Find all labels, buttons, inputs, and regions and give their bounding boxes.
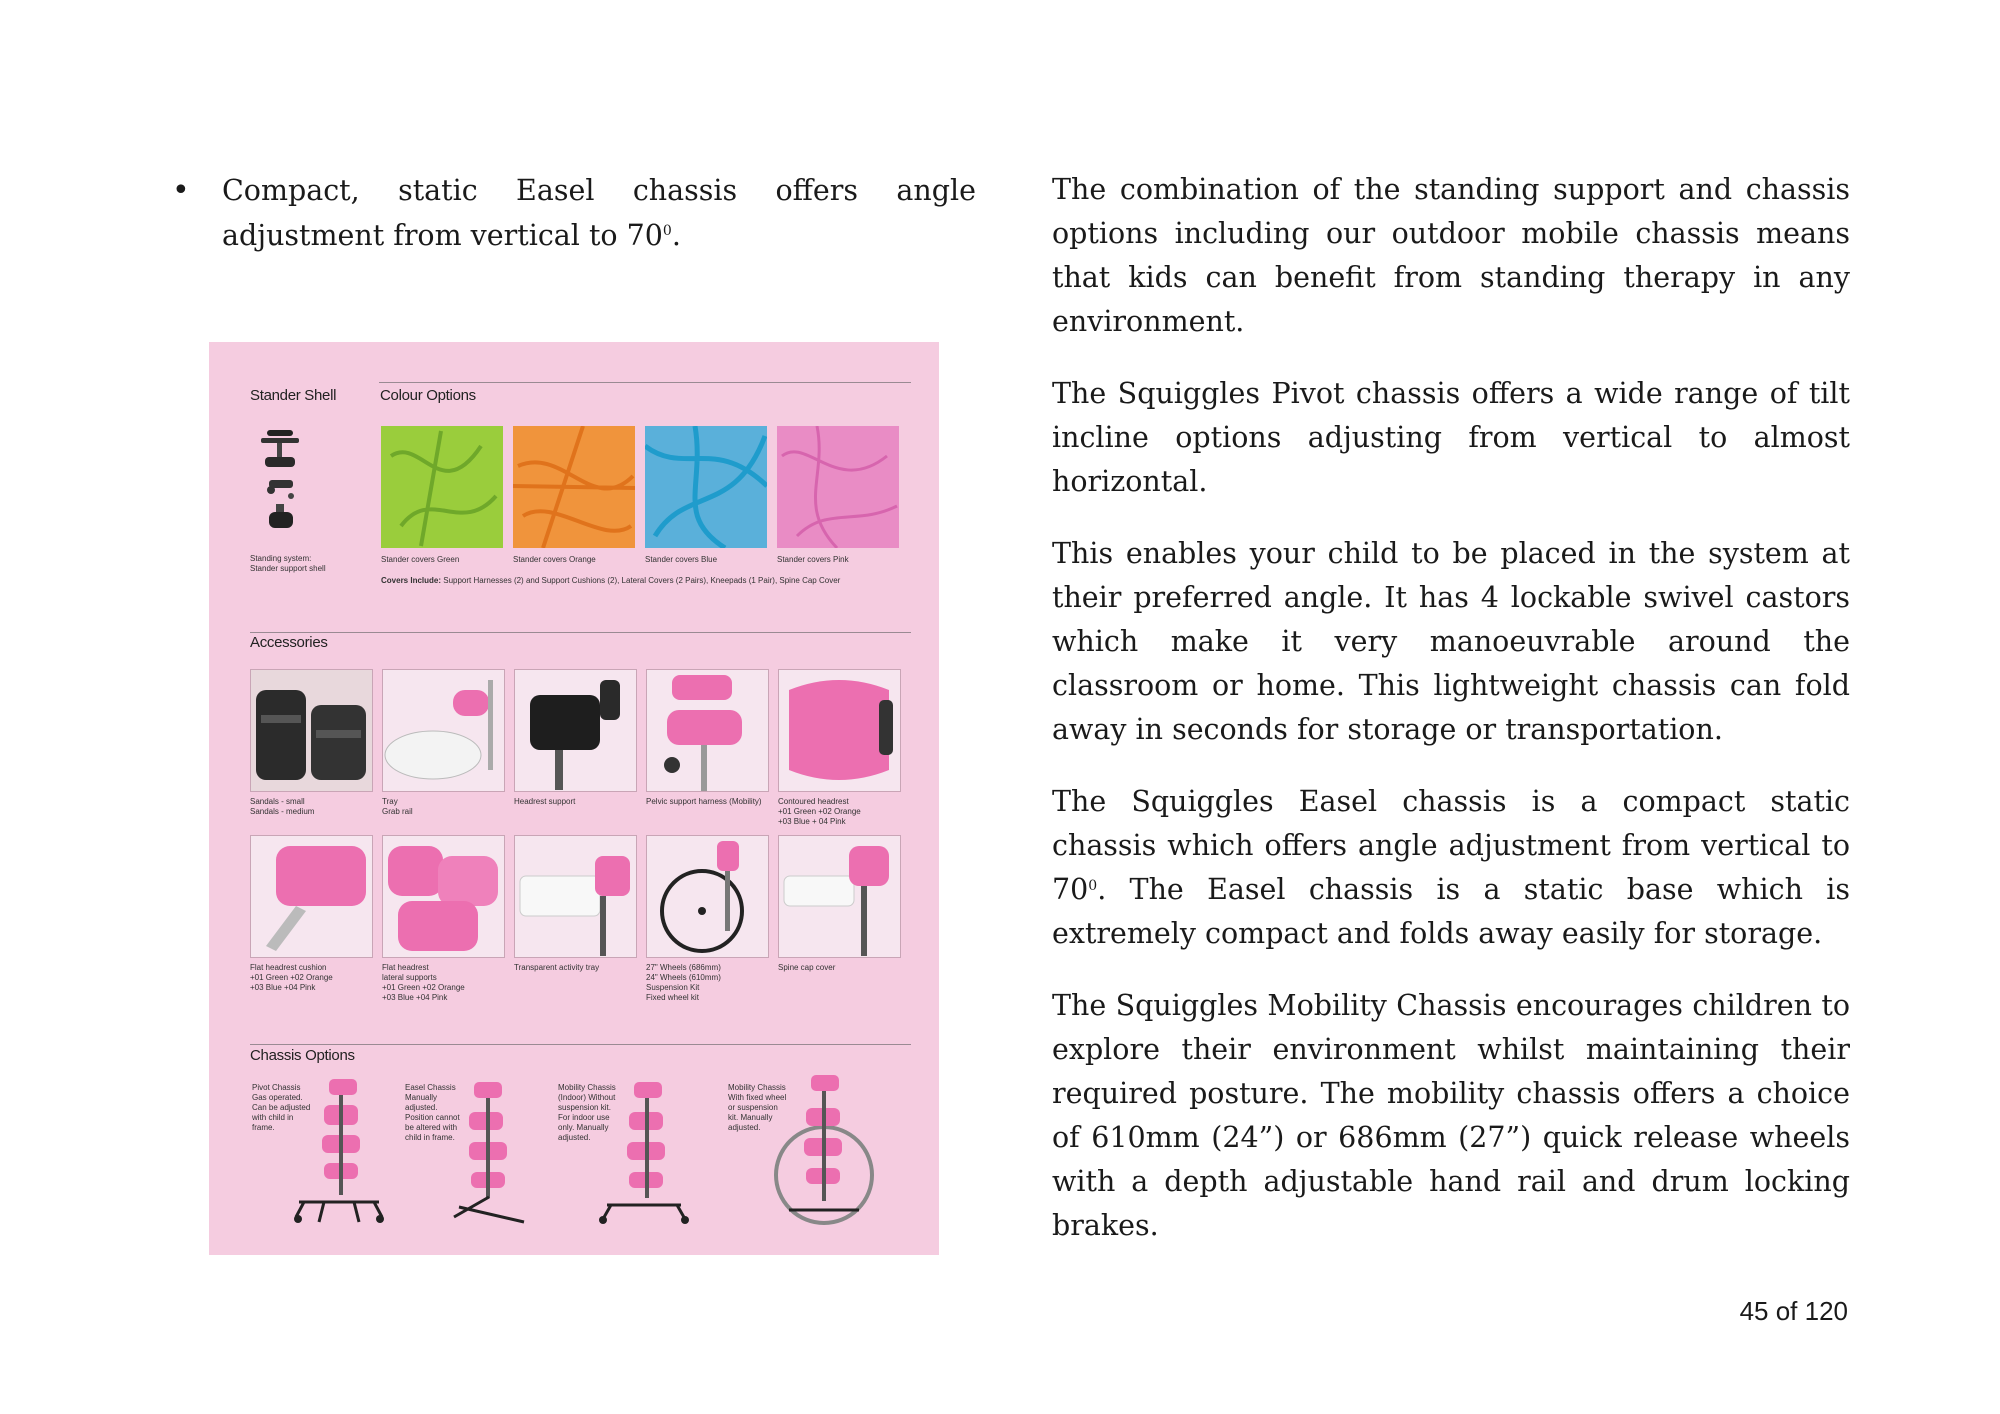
accessory-caption: Spine cap cover: [778, 963, 836, 972]
product-brochure-image: [209, 342, 939, 1255]
headrest-support-icon: [514, 669, 637, 792]
easel-text-b: . The Easel chassis is a static base which is extremely compact and folds away easily for storage.: [1052, 873, 1850, 950]
paragraph-combination: The combination of the standing support and chassis options including our outdoor mobile chassis means that kids can benefit from standing therapy in any environment.: [1052, 173, 1850, 338]
tray-icon: [382, 669, 505, 792]
swatch-caption-orange: Stander covers Orange: [513, 555, 596, 564]
wheels-icon: [646, 835, 769, 958]
accessory-caption: Transparent activity tray: [514, 963, 600, 972]
accessory-caption: Headrest support: [514, 797, 576, 806]
sandals-icon: [250, 669, 373, 792]
flat-headrest-icon: [250, 835, 373, 958]
covers-include-note: [381, 576, 840, 586]
accessory-caption: Flat headrest cushion +01 Green +02 Orange +03 Blue +04 Pink: [250, 963, 333, 992]
bullet-text-main: Compact, static Easel chassis offers angle adjustment from vertical to 70: [222, 174, 976, 252]
brochure-divider: [379, 382, 911, 383]
activity-tray-icon: [514, 835, 637, 958]
swatch-pink: [777, 426, 899, 548]
swatch-caption-pink: Stander covers Pink: [777, 555, 849, 564]
stander-shell-icon: [249, 424, 309, 548]
bullet-superscript: 0: [662, 223, 672, 239]
swatch-orange: [513, 426, 635, 548]
accessory-caption: Pelvic support harness (Mobility): [646, 797, 762, 806]
chassis-caption-mobility: Mobility Chassis With fixed wheel or suspension kit. Manually adjusted.: [728, 1083, 787, 1132]
covers-include-text: Support Harnesses (2) and Support Cushions (2), Lateral Covers (2 Pairs), Kneepads (1 Pair), Spine Cap Cover: [441, 576, 841, 585]
spine-cap-icon: [778, 835, 901, 958]
swatch-caption-blue: Stander covers Blue: [645, 555, 718, 564]
lateral-supports-icon: [382, 835, 505, 958]
swatch-caption-green: Stander covers Green: [381, 555, 460, 564]
pelvic-harness-icon: [646, 669, 769, 792]
page-number: 45 of 120: [1739, 1296, 1848, 1326]
brochure-divider: [250, 1044, 911, 1045]
chassis-caption-pivot: Pivot Chassis Gas operated. Can be adjusted with child in frame.: [252, 1083, 311, 1132]
stander-shell-heading: Stander Shell: [250, 387, 337, 404]
swatch-green: [381, 426, 503, 548]
accessory-caption: 27" Wheels (686mm) 24" Wheels (610mm) Suspension Kit Fixed wheel kit: [646, 963, 721, 1002]
bullet-text-end: .: [671, 219, 681, 252]
contoured-headrest-icon: [778, 669, 901, 792]
bullet-text: [222, 168, 976, 258]
swatch-blue: [645, 426, 767, 548]
paragraph-easel-chassis: [1052, 780, 1850, 956]
easel-text-a: The Squiggles Easel chassis is a compact static chassis which offers angle adjustment from vertical to 70: [1052, 785, 1850, 906]
shell-caption: Standing system: Stander support shell: [250, 554, 326, 573]
chassis-options-heading: Chassis Options: [250, 1047, 355, 1064]
paragraph-mobility-chassis: The Squiggles Mobility Chassis encourages children to explore their environment whilst maintaining their required posture. The mobility chassis offers a choice of 610mm (24”) or 686mm (27”) quick release wheels with a depth adjustable hand rail and drum locking brakes.: [1052, 989, 1850, 1242]
brochure-divider: [250, 632, 911, 633]
mobility-indoor-chassis-icon: [599, 1077, 689, 1227]
accessory-caption: Flat headrest lateral supports +01 Green +02 Orange +03 Blue +04 Pink: [382, 963, 465, 1002]
easel-superscript: 0: [1088, 878, 1098, 894]
easel-chassis-icon: [449, 1077, 529, 1227]
bullet-marker: •: [172, 173, 190, 208]
chassis-caption-easel: Easel Chassis Manually adjusted. Position cannot be altered with child in frame.: [405, 1083, 460, 1142]
covers-include-label: Covers Include:: [381, 576, 442, 585]
accessory-caption: Contoured headrest +01 Green +02 Orange +03 Blue + 04 Pink: [778, 797, 861, 826]
colour-options-heading: Colour Options: [380, 387, 476, 404]
paragraph-pivot-chassis: The Squiggles Pivot chassis offers a wide range of tilt incline options adjusting from vertical to almost horizontal.: [1052, 377, 1850, 498]
bullet-item: [172, 168, 976, 258]
accessories-heading: Accessories: [250, 634, 328, 651]
paragraph-placement: This enables your child to be placed in the system at their preferred angle. It has 4 lockable swivel castors which make it very manoeuvrable around the classroom or home. This lightweight chassis can fold away in seconds for storage or transportation.: [1052, 537, 1850, 746]
accessory-caption: Tray Grab rail: [382, 797, 413, 816]
pivot-chassis-icon: [294, 1077, 384, 1227]
accessory-caption: Sandals - small Sandals - medium: [250, 797, 315, 816]
right-column-text: [1052, 168, 1850, 1276]
chassis-caption-mobility-indoor: Mobility Chassis (Indoor) Without suspension kit. For indoor use only. Manually adjusted.: [558, 1083, 616, 1142]
mobility-chassis-icon: [769, 1070, 879, 1230]
